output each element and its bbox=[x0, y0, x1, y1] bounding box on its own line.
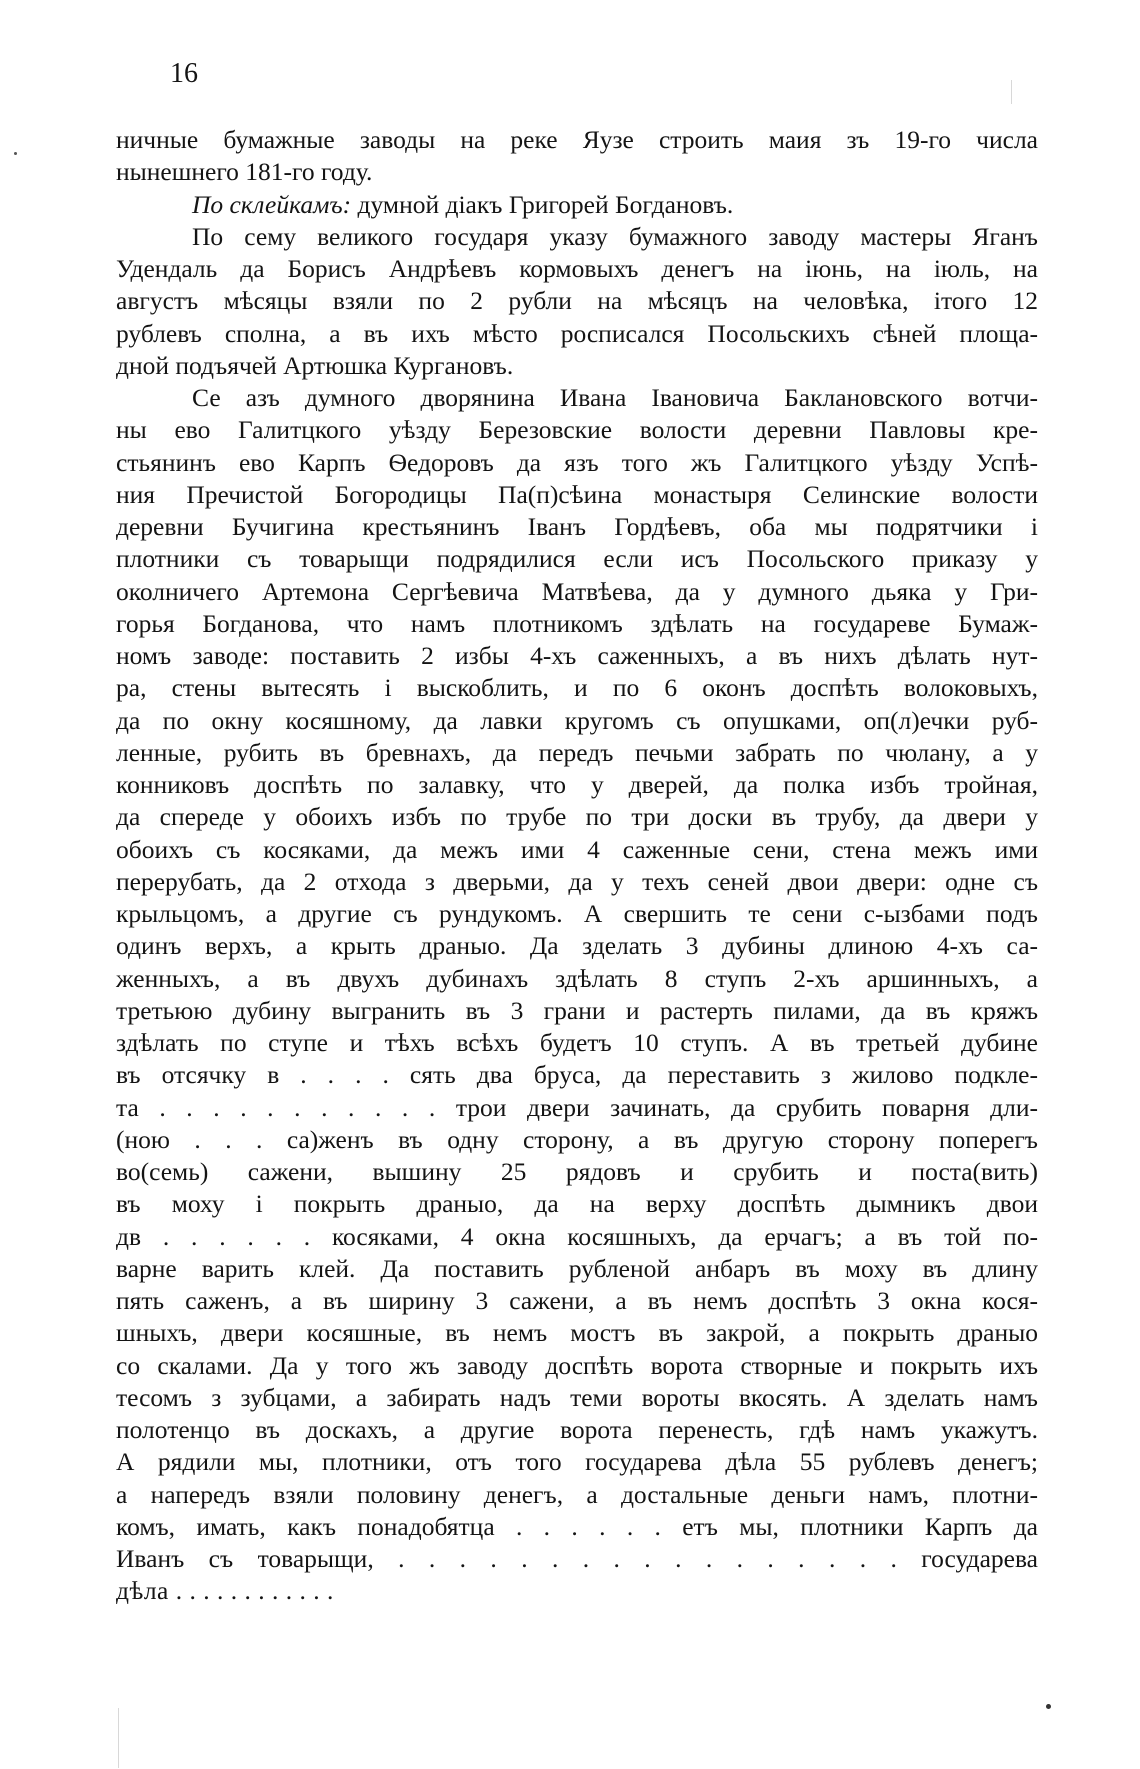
document-text bbox=[116, 124, 1038, 1608]
scan-speck bbox=[1046, 1704, 1051, 1709]
text-line: рублевъ сполна, а въ ихъ мѣсто росписался Посольскихъ сѣней площа- bbox=[116, 318, 1038, 348]
text-line: Иванъ съ товарыщи, . . . . . . . . . . . . . . . . . государева bbox=[116, 1544, 1038, 1573]
signature-line bbox=[116, 189, 1038, 221]
text-line: нынешнего 181-го году. bbox=[116, 157, 373, 187]
text-line: (ною . . . са)женъ въ одну сторону, а въ другую сторону поперегъ bbox=[116, 1124, 1038, 1154]
text-line: одинъ верхъ, а крыть драныо. Да зделать 3 дубины длиною 4-хъ са- bbox=[116, 931, 1038, 961]
text-line: да по окну косяшному, да лавки кругомъ съ опушками, оп(л)ечки руб- bbox=[116, 705, 1038, 735]
text-line: стьянинъ ево Карпъ Ѳедоровъ да язъ того жъ Галитцкого уѣзду Успѣ- bbox=[116, 447, 1038, 477]
text-line: да спереде у обоихъ избъ по трубе по три доски въ трубу, да двери у bbox=[116, 802, 1038, 832]
text-line: а напередъ взяли половину денегъ, а достальные деньги намъ, плотни- bbox=[116, 1479, 1038, 1509]
text-line: шныхъ, двери косяшные, въ немъ мостъ въ закрой, а покрыть драныо bbox=[116, 1318, 1038, 1348]
text-line: конниковъ доспѣть по залавку, что у дверей, да полка избъ тройная, bbox=[116, 770, 1038, 799]
text-line: въ отсячку в . . . . сять два бруса, да переставить з жилово подкле- bbox=[116, 1060, 1038, 1090]
text-line: плотники съ товарыщи подрядилися если исъ Посольского приказу у bbox=[116, 544, 1038, 574]
text-line: полотенцо въ доскахъ, а другие ворота перенесть, гдѣ намъ укажутъ. bbox=[116, 1415, 1038, 1444]
text-line: перерубать, да 2 отхода з дверьми, да у техъ сеней двои двери: одне съ bbox=[116, 866, 1038, 896]
text-line: женныхъ, а въ двухъ дубинахъ здѣлать 8 ступъ 2-хъ аршинныхъ, а bbox=[116, 963, 1038, 993]
text-line: въ моху і покрыть драныо, да на верху доспѣть дымникъ двои bbox=[116, 1189, 1038, 1219]
text-line: горья Богданова, что намъ плотникомъ здѣлать на государеве Бумаж- bbox=[116, 608, 1038, 638]
text-line: ны ево Галитцкого уѣзду Березовские волости деревни Павловы кре- bbox=[116, 415, 1038, 445]
text-line: третьюю дубину выгранить въ 3 грани и растерть пилами, да въ кряжъ bbox=[116, 995, 1038, 1025]
text-line: ра, стены вытесять і выскоблить, и по 6 оконъ доспѣть волоковыхъ, bbox=[116, 673, 1038, 703]
text-line: здѣлать по ступе и тѣхъ всѣхъ будетъ 10 ступъ. А въ третьей дубине bbox=[116, 1028, 1038, 1057]
text-line: пять саженъ, а въ ширину 3 сажени, а въ немъ доспѣть 3 окна кося- bbox=[116, 1286, 1038, 1315]
text-line: со скалами. Да у того жъ заводу доспѣть ворота створные и покрыть ихъ bbox=[116, 1350, 1038, 1380]
text-line: околничего Артемона Сергѣевича Матвѣева, да у думного дьяка у Гри- bbox=[116, 576, 1038, 606]
text-line: обоихъ съ косяками, да межъ ими 4 саженные сени, стена межъ ими bbox=[116, 834, 1038, 864]
text-line: во(семь) сажени, вышину 25 рядовъ и срубить и поста(вить) bbox=[116, 1157, 1038, 1186]
text-line: По сему великого государя указу бумажного заводу мастеры Яганъ bbox=[192, 221, 1038, 251]
text-line: варне варить клей. Да поставить рубленой анбаръ въ моху въ длину bbox=[116, 1253, 1038, 1283]
signature-text: думной діакъ Григорей Богдановъ. bbox=[351, 189, 734, 219]
text-line: дв . . . . . . косяками, 4 окна косяшныхъ, да ерчагъ; а въ той по- bbox=[116, 1221, 1038, 1251]
text-line: номъ заводе: поставить 2 избы 4-хъ саженныхъ, а въ нихъ дѣлать нут- bbox=[116, 641, 1038, 670]
text-line: ния Пречистой Богородицы Па(п)сѣина монастыря Селинские волости bbox=[116, 479, 1038, 509]
scan-edge bbox=[1011, 80, 1012, 104]
scan-speck bbox=[14, 152, 17, 155]
text-line: тесомъ з зубцами, а забирать надъ теми вороты вкосять. А зделать намъ bbox=[116, 1382, 1038, 1412]
signature-label: По склейкамъ: bbox=[192, 189, 352, 219]
page-number: 16 bbox=[170, 58, 198, 89]
scan-edge bbox=[118, 1708, 119, 1768]
text-line: комъ, имать, какъ понадобятца . . . . . . етъ мы, плотники Карпъ да bbox=[116, 1511, 1038, 1541]
text-line: дѣла . . . . . . . . . . . . bbox=[116, 1576, 334, 1606]
text-line: та . . . . . . . . . . . трои двери зачинать, да срубить поварня дли- bbox=[116, 1092, 1038, 1122]
text-line: ничные бумажные заводы на реке Яузе строить маия зъ 19-го числа bbox=[116, 125, 1038, 154]
text-line: крыльцомъ, а другие съ рундукомъ. А свершить те сени с-ызбами подъ bbox=[116, 899, 1038, 928]
text-line: деревни Бучигина крестьянинъ Іванъ Гордѣевъ, оба мы подрятчики і bbox=[116, 512, 1038, 541]
text-line: Се азъ думного дворянина Ивана Івановича Баклановского вотчи- bbox=[192, 383, 1038, 412]
text-line: Удендаль да Борисъ Андрѣевъ кормовыхъ денегъ на іюнь, на іюль, на bbox=[116, 254, 1038, 283]
text-line: ленные, рубить въ бревнахъ, да передъ печьми забрать по чюлану, а у bbox=[116, 737, 1038, 767]
text-line: А рядили мы, плотники, отъ того государева дѣла 55 рублевъ денегъ; bbox=[116, 1447, 1038, 1477]
text-line: августъ мѣсяцы взяли по 2 рубли на мѣсяцъ на человѣка, ітого 12 bbox=[116, 286, 1038, 316]
text-line: дной подъячей Артюшка Кургановъ. bbox=[116, 350, 514, 380]
